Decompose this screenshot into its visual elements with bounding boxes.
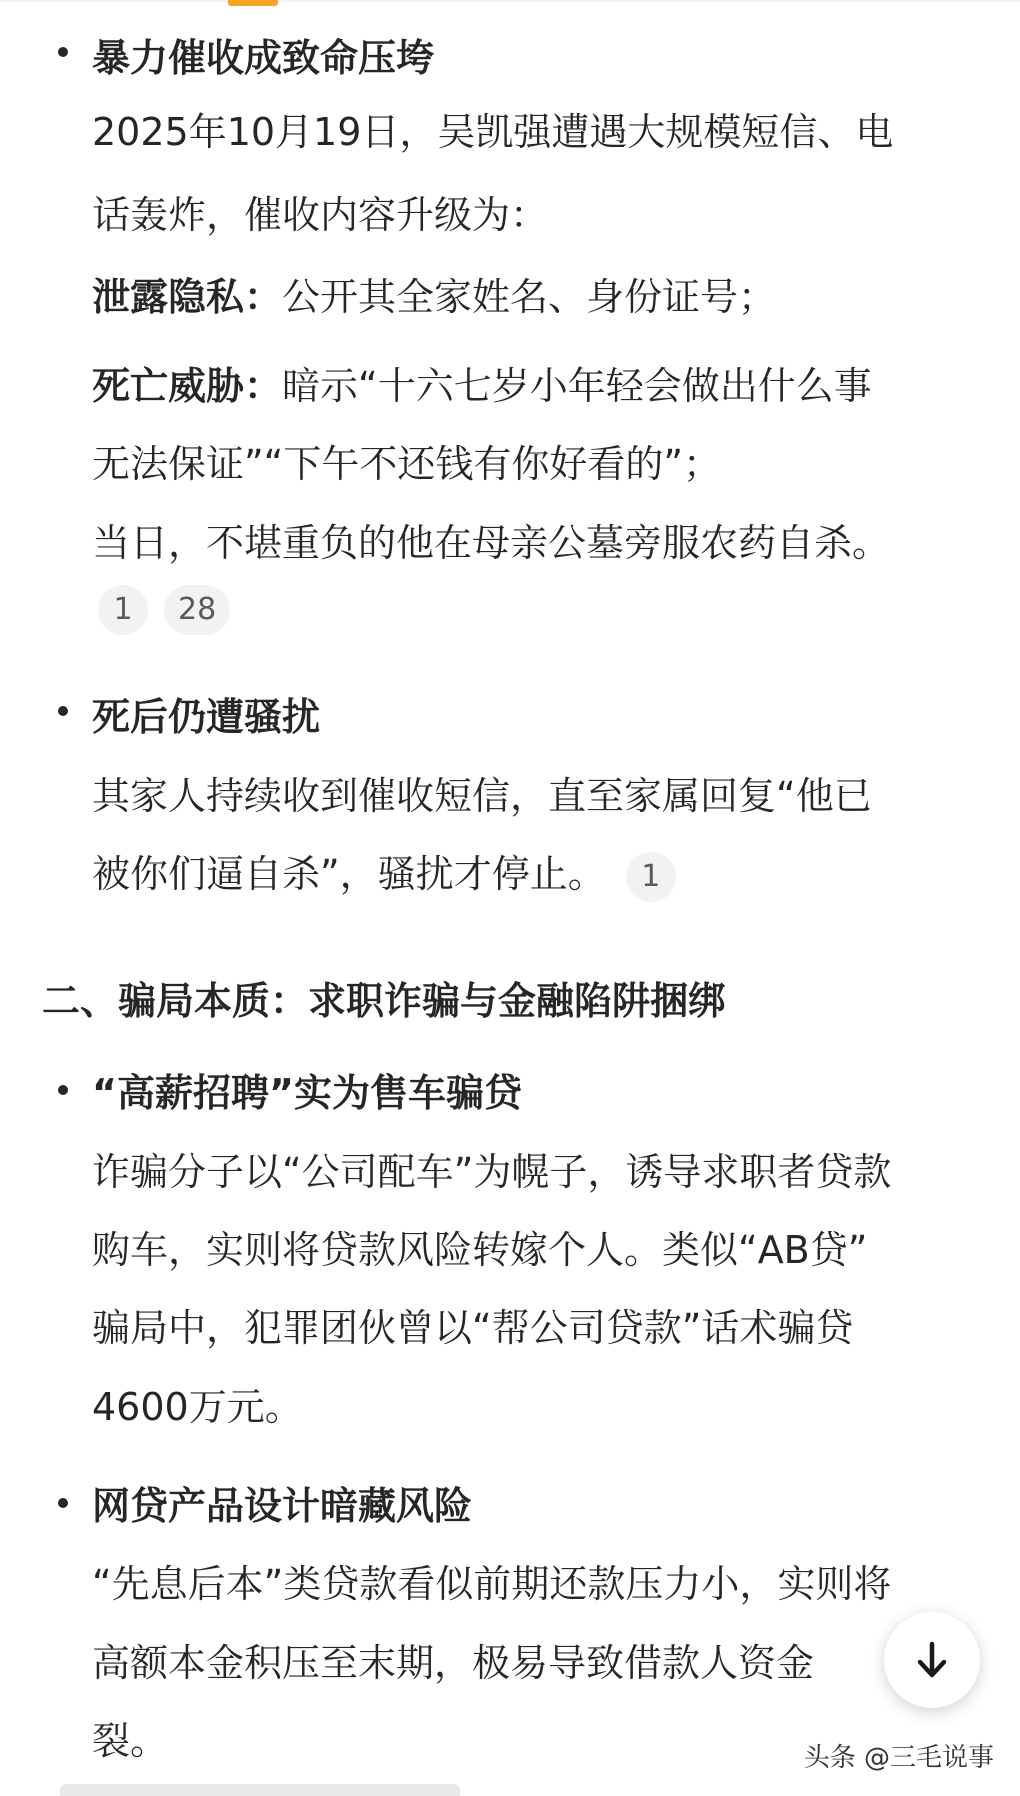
body-line bbox=[92, 843, 676, 902]
body-line: 无法保证”“下午不还钱有你好看的”； bbox=[92, 442, 722, 486]
body-line: 诈骗分子以“公司配车”为幌子，诱导求职者贷款 bbox=[92, 1150, 892, 1194]
bullet-dot bbox=[58, 47, 68, 57]
body-line: 2025年10月19日，吴凯强遭遇大规模短信、电 bbox=[92, 110, 894, 154]
body-text: 被你们逼自杀”，骚扰才停止。 bbox=[92, 852, 606, 896]
top-divider bbox=[0, 0, 1020, 2]
reference-chip[interactable]: 28 bbox=[164, 585, 230, 635]
point-text: 暗示“十六七岁小年轻会做出什么事 bbox=[282, 364, 872, 408]
bullet-dot bbox=[58, 706, 68, 716]
body-line: “先息后本”类贷款看似前期还款压力小，实则将 bbox=[92, 1562, 892, 1606]
point-lead: 死亡威胁： bbox=[92, 364, 283, 408]
body-line: 购车，实则将贷款风险转嫁个人。类似“AB贷” bbox=[92, 1228, 868, 1272]
item-title: 网贷产品设计暗藏风险 bbox=[92, 1484, 473, 1528]
bullet-dot bbox=[58, 1498, 68, 1508]
point-line bbox=[92, 355, 872, 410]
point-text: 公开其全家姓名、身份证号； bbox=[282, 275, 777, 319]
item-title: 死后仍遭骚扰 bbox=[92, 695, 321, 739]
item-title: “高薪招聘”实为售车骗贷 bbox=[92, 1071, 522, 1115]
reference-chip[interactable]: 1 bbox=[98, 585, 148, 635]
body-line: 裂。 bbox=[92, 1719, 169, 1763]
body-line: 高额本金积压至末期，极易导致借款人资金 bbox=[92, 1641, 815, 1685]
active-tab-indicator bbox=[228, 0, 278, 6]
scroll-to-bottom-button[interactable] bbox=[884, 1612, 980, 1708]
body-line: 4600万元。 bbox=[92, 1385, 303, 1429]
reference-group bbox=[98, 585, 246, 635]
body-line: 话轰炸，催收内容升级为： bbox=[92, 193, 549, 237]
bullet-dot bbox=[58, 1085, 68, 1095]
reference-chip[interactable]: 1 bbox=[626, 852, 676, 902]
arrow-down-icon bbox=[910, 1638, 954, 1682]
body-line: 当日，不堪重负的他在母亲公墓旁服农药自杀。 bbox=[92, 521, 891, 565]
point-line bbox=[92, 266, 776, 321]
watermark: 头条 @三毛说事 bbox=[803, 1743, 994, 1773]
bottom-bar-edge bbox=[60, 1784, 460, 1796]
item-title: 暴力催收成致命压垮 bbox=[92, 36, 435, 80]
section-heading: 二、骗局本质：求职诈骗与金融陷阱捆绑 bbox=[42, 979, 727, 1023]
point-lead: 泄露隐私： bbox=[92, 275, 283, 319]
body-line: 其家人持续收到催收短信，直至家属回复“他已 bbox=[92, 774, 872, 818]
body-line: 骗局中，犯罪团伙曾以“帮公司贷款”话术骗贷 bbox=[92, 1306, 854, 1350]
